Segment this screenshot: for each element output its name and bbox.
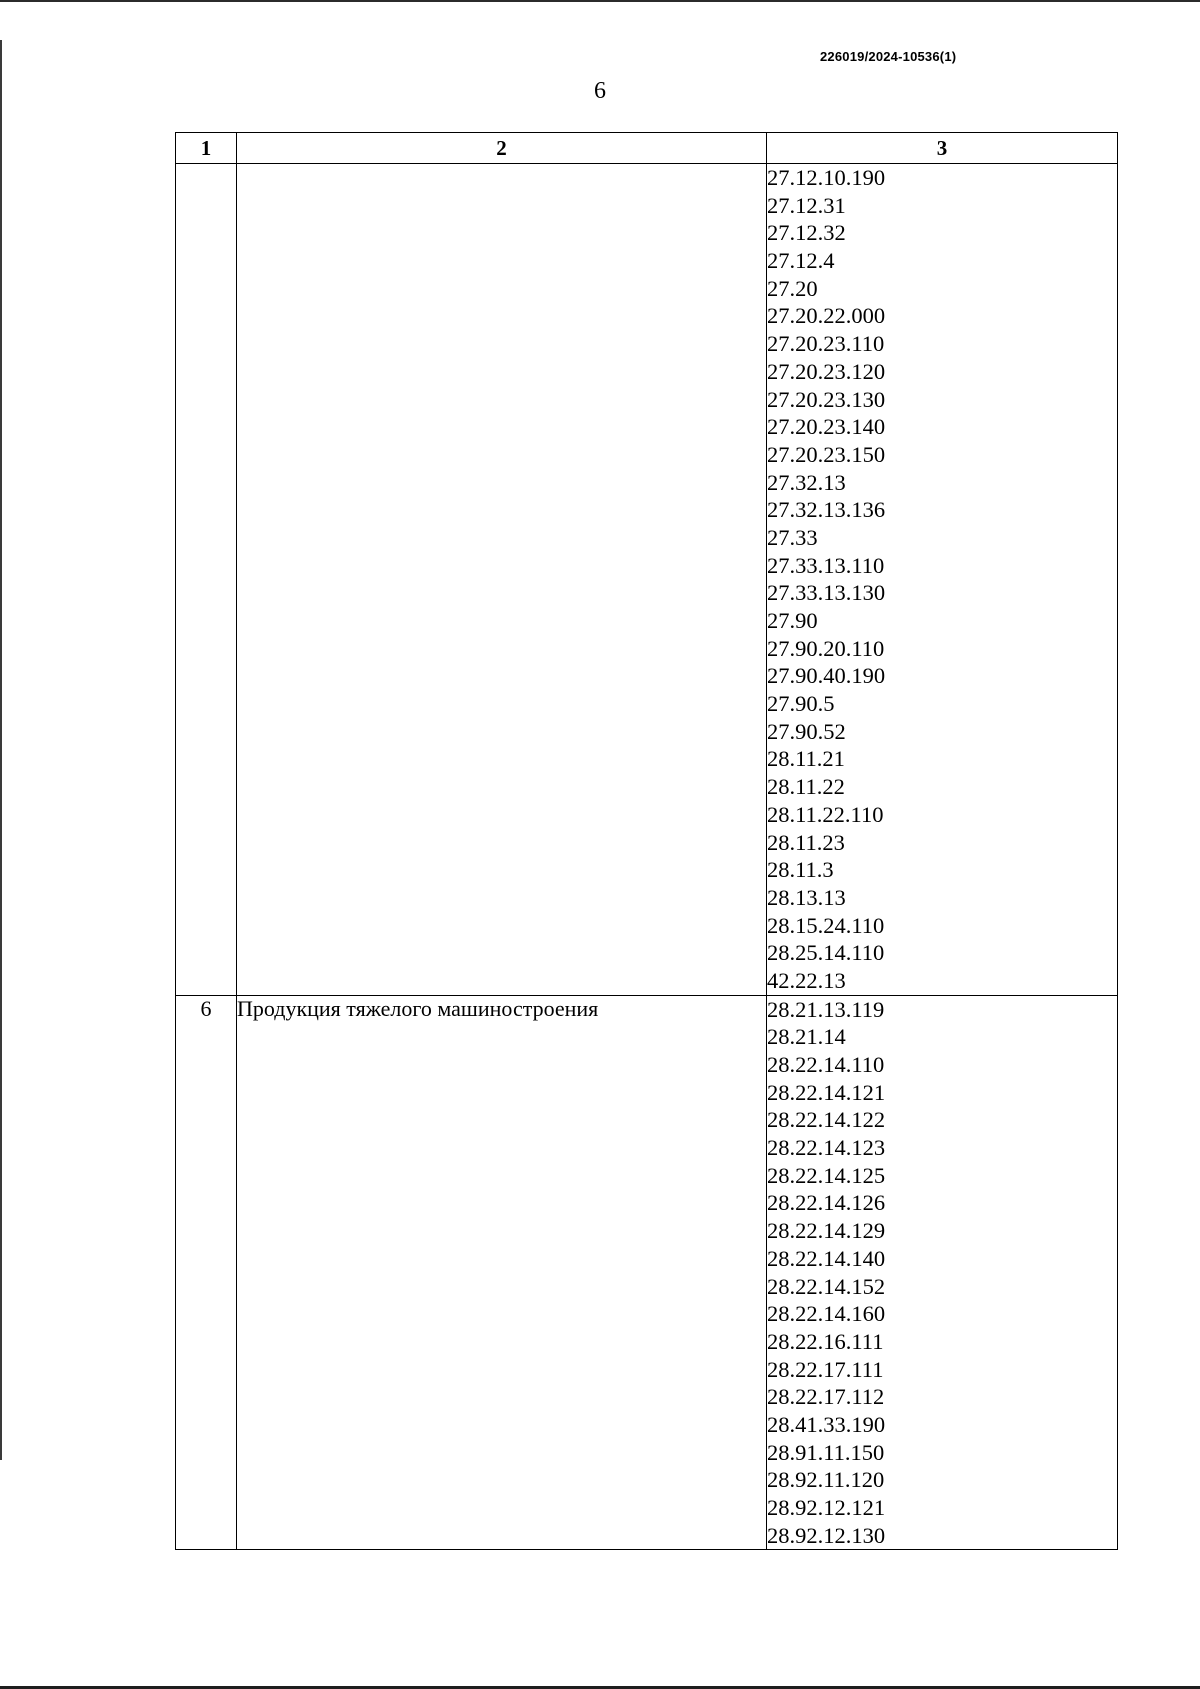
code-item: 27.12.31: [767, 192, 846, 218]
row-codes: [767, 995, 1118, 1550]
code-item: 27.20.23.150: [767, 441, 886, 467]
code-item: 27.20.23.110: [767, 331, 885, 357]
codes-table: [175, 132, 1118, 1550]
table-header-row: [176, 133, 1118, 164]
code-item: 28.15.24.110: [767, 912, 885, 938]
code-item: 28.22.16.111: [767, 1328, 884, 1354]
code-item: 27.20.23.130: [767, 386, 886, 412]
code-item: 28.25.14.110: [767, 940, 885, 966]
code-item: 28.22.14.160: [767, 1301, 886, 1327]
code-item: 28.91.11.150: [767, 1439, 885, 1465]
code-item: 28.22.14.129: [767, 1218, 886, 1244]
code-item: 28.41.33.190: [767, 1411, 886, 1437]
code-item: 28.11.21: [767, 746, 845, 772]
code-item: 27.32.13: [767, 469, 846, 495]
code-item: 27.20.22.000: [767, 303, 886, 329]
table-row: [176, 164, 1118, 996]
code-item: 27.12.4: [767, 248, 835, 274]
registration-number: 226019/2024-10536(1): [820, 49, 957, 64]
code-item: 28.22.17.111: [767, 1356, 884, 1382]
code-item: 28.22.14.123: [767, 1135, 886, 1161]
row-product-name: Продукция тяжелого машиностроения: [237, 995, 767, 1550]
code-item: 28.11.22.110: [767, 801, 884, 827]
code-item: 28.11.3: [767, 857, 834, 883]
code-item: 28.22.14.122: [767, 1107, 886, 1133]
row-product-name: [237, 164, 767, 996]
code-item: 28.92.12.121: [767, 1495, 886, 1520]
header-col-3: 3: [767, 133, 1118, 164]
code-item: 28.22.17.112: [767, 1384, 885, 1410]
code-item: 28.22.14.110: [767, 1052, 885, 1077]
row-codes: [767, 164, 1118, 996]
code-item: 42.22.13: [767, 967, 846, 993]
code-item: 28.92.11.120: [767, 1467, 885, 1493]
code-item: 27.12.32: [767, 220, 846, 246]
code-item: 28.21.14: [767, 1024, 846, 1050]
code-item: 27.33.13.130: [767, 580, 886, 606]
code-item: 27.33: [767, 524, 818, 550]
page-number: 6: [594, 78, 606, 104]
code-item: 27.90.20.110: [767, 635, 885, 661]
scan-edge-top: [0, 0, 1200, 2]
table-row: [176, 995, 1118, 1550]
row-number: 6: [176, 995, 237, 1550]
code-item: 27.90.52: [767, 718, 846, 744]
code-item: 28.22.14.152: [767, 1273, 886, 1299]
code-item: 28.22.14.126: [767, 1190, 886, 1216]
code-item: 27.20.23.120: [767, 358, 886, 384]
row-number: [176, 164, 237, 996]
code-item: 27.20.23.140: [767, 414, 886, 440]
code-item: 28.22.14.125: [767, 1162, 886, 1188]
code-item: 27.20: [767, 275, 818, 301]
code-item: 27.90.40.190: [767, 663, 886, 689]
code-item: 28.11.22: [767, 774, 845, 800]
code-item: 27.90.5: [767, 691, 835, 717]
code-item: 28.11.23: [767, 829, 845, 855]
code-item: 28.22.14.140: [767, 1245, 886, 1271]
code-item: 28.92.12.130: [767, 1522, 886, 1548]
code-item: 27.32.13.136: [767, 497, 886, 523]
code-item: 28.21.13.119: [767, 996, 885, 1022]
code-item: 27.12.10.190: [767, 165, 886, 190]
header-col-2: 2: [237, 133, 767, 164]
code-item: 27.90: [767, 608, 818, 633]
code-item: 28.13.13: [767, 884, 846, 910]
code-item: 28.22.14.121: [767, 1079, 886, 1105]
header-col-1: 1: [176, 133, 237, 164]
scan-edge-left: [0, 40, 2, 1460]
code-item: 27.33.13.110: [767, 552, 885, 578]
